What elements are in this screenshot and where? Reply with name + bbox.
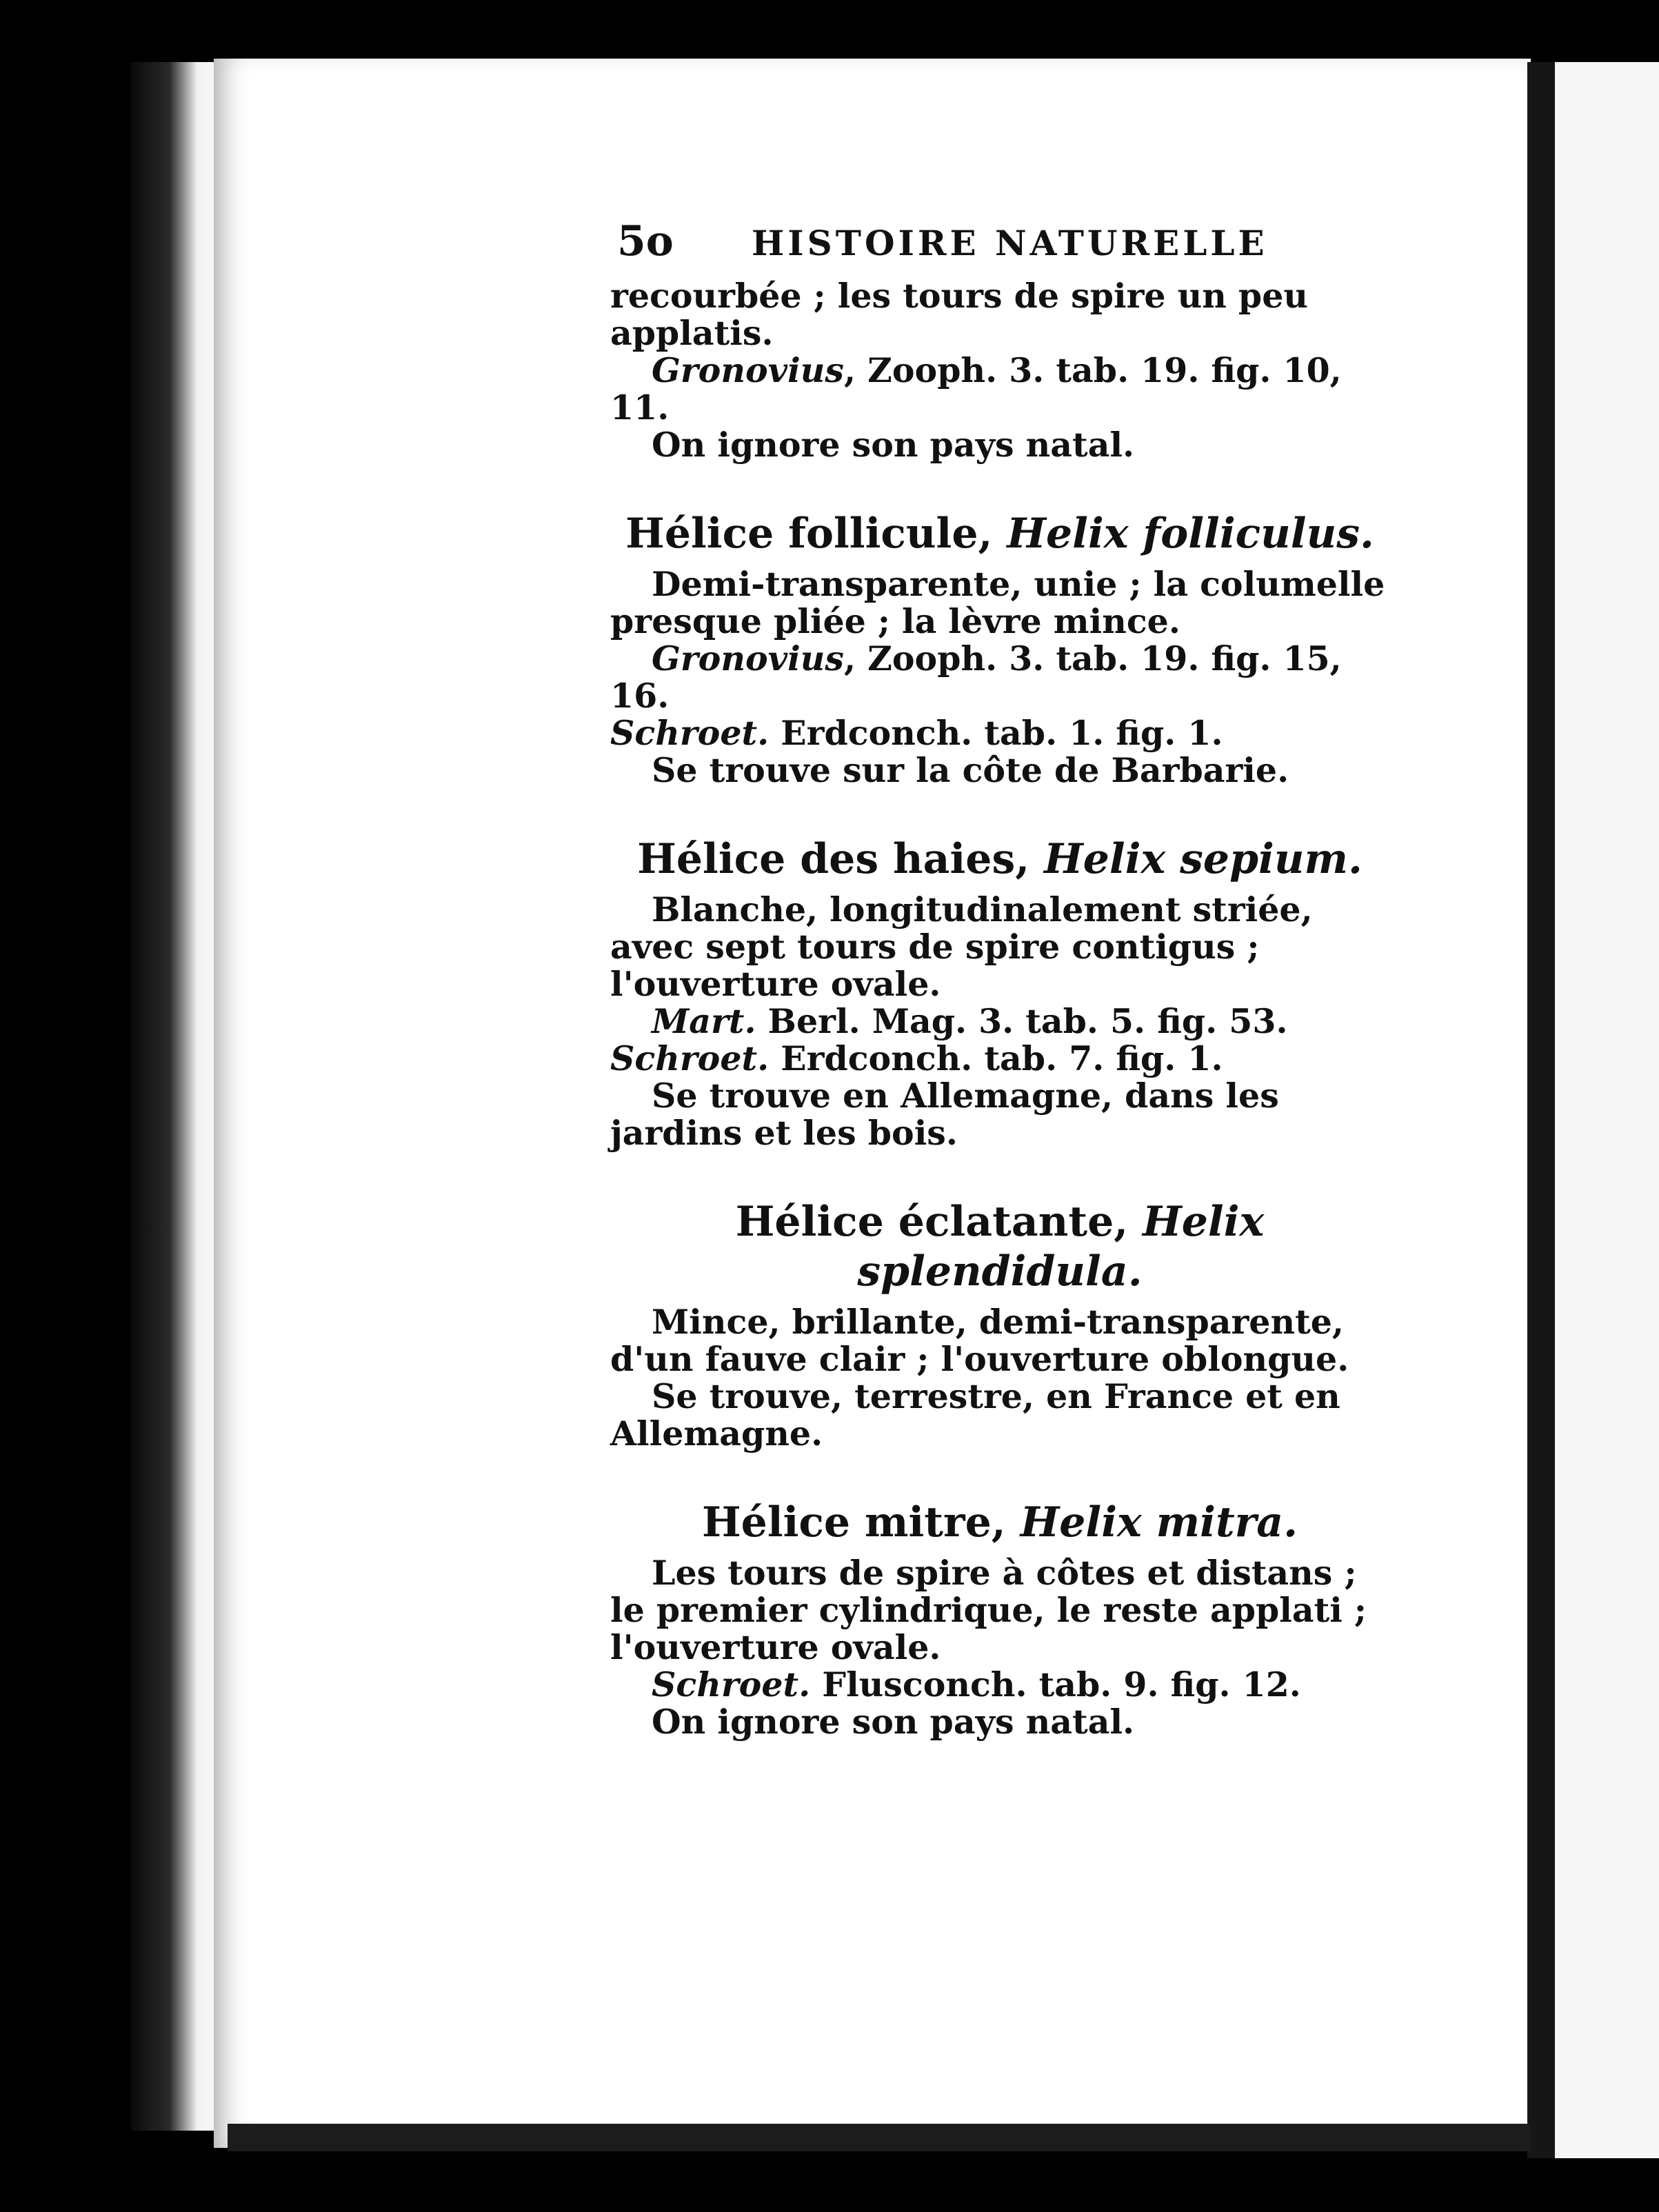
ref-text: Flusconch. tab. 9. fig. 12.	[810, 1665, 1301, 1705]
ref-author: Gronovius	[652, 639, 844, 678]
bibliographic-reference	[610, 714, 1389, 752]
scan-right-border	[1527, 62, 1555, 2158]
habitat-note: On ignore son pays natal.	[652, 425, 1135, 465]
habitat-note: Se trouve en Allemagne, dans les jardins et les bois.	[610, 1076, 1279, 1153]
continuation-block	[610, 277, 1389, 463]
bibliographic-reference	[610, 352, 1389, 426]
ref-text: , Zooph. 3. tab. 19. fig. 15, 16.	[610, 639, 1342, 716]
habitat-note: Se trouve sur la côte de Barbarie.	[652, 750, 1289, 790]
facing-page-edge	[1555, 62, 1659, 2158]
species-entry	[610, 1498, 1389, 1740]
running-title: HISTOIRE NATURELLE	[752, 223, 1268, 263]
ref-author: Gronovius	[652, 350, 844, 390]
habitat-note: On ignore son pays natal.	[652, 1702, 1135, 1742]
ref-text: Erdconch. tab. 1. fig. 1.	[769, 713, 1223, 753]
common-name: Hélice mitre	[701, 1498, 992, 1547]
ref-author: Mart.	[652, 1001, 756, 1041]
text-column	[610, 277, 1389, 1740]
species-heading: Hélice des haies, Helix sepium.	[637, 835, 1363, 883]
scan-bottom-border	[228, 2124, 1531, 2151]
ref-author: Schroet.	[652, 1665, 811, 1705]
species-heading: Hélice mitre, Helix mitra.	[701, 1498, 1298, 1547]
species-entry	[610, 509, 1389, 789]
bibliographic-reference	[610, 1666, 1389, 1703]
entry-description: Demi-transparente, unie ; la columelle presque pliée ; la lèvre mince.	[610, 564, 1385, 641]
bibliographic-reference	[610, 1003, 1389, 1077]
common-name: Hélice éclatante	[735, 1198, 1114, 1246]
entry-description: Blanche, longitudinalement striée, avec sept tours de spire contigus ; l'ouverture ovale.	[610, 889, 1313, 1004]
ref-author: Schroet.	[610, 1038, 770, 1078]
latin-name: Helix mitra.	[1020, 1498, 1298, 1547]
entry-description: Les tours de spire à côtes et distans ; le premier cylindrique, le reste applati ; l'ouverture ovale.	[610, 1553, 1367, 1667]
bibliographic-reference	[610, 640, 1389, 714]
page-number: 5o	[617, 217, 674, 265]
ref-text: Erdconch. tab. 7. fig. 1.	[769, 1038, 1223, 1078]
entry-description: Mince, brillante, demi-transparente, d'un fauve clair ; l'ouverture oblongue.	[610, 1302, 1349, 1379]
common-name: Hélice des haies	[637, 835, 1016, 883]
page-header	[617, 217, 1272, 279]
latin-name: Helix splendidula.	[857, 1198, 1265, 1296]
species-heading: Hélice éclatante, Helix splendidula.	[735, 1198, 1265, 1296]
common-name: Hélice follicule	[625, 510, 978, 558]
species-heading: Hélice follicule, Helix folliculus.	[625, 510, 1374, 558]
latin-name: Helix folliculus.	[1007, 510, 1374, 558]
ref-author: Schroet.	[610, 713, 770, 753]
ref-text: , Zooph. 3. tab. 19. fig. 10, 11.	[610, 350, 1342, 428]
habitat-note: Se trouve, terrestre, en France et en Allemagne.	[610, 1376, 1340, 1454]
species-entry	[610, 1197, 1389, 1452]
latin-name: Helix sepium.	[1044, 835, 1363, 883]
entry-description: recourbée ; les tours de spire un peu applatis.	[610, 276, 1308, 353]
species-entry	[610, 834, 1389, 1152]
ref-text: Berl. Mag. 3. tab. 5. fig. 53.	[756, 1001, 1288, 1041]
